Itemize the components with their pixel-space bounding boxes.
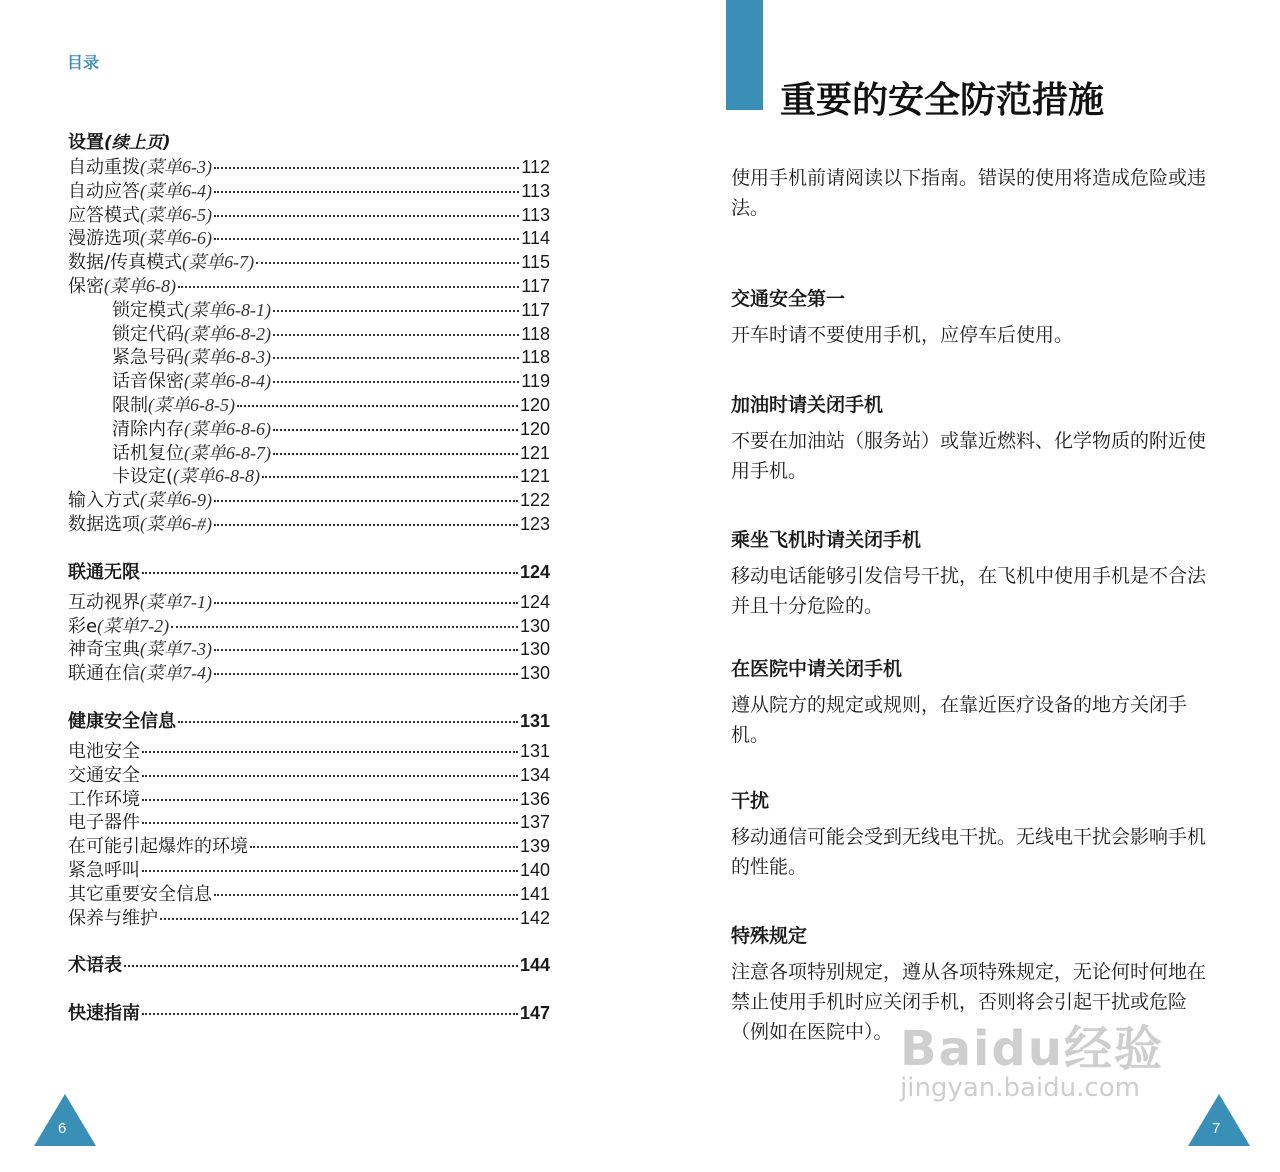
toc-entry-menu: (菜单7-3) [140,639,212,660]
toc-entry-text: 自动重拨 [68,157,140,178]
toc-leader-dots [273,453,518,455]
safety-section-title: 交通安全第一 [731,288,846,310]
toc-entry-text: 其它重要安全信息 [68,883,212,905]
toc-entry-page: 140 [519,859,550,880]
toc-section-page: 124 [519,561,550,582]
toc-leader-dots [142,870,518,872]
safety-section-body: 开车时请不要使用手机，应停车后使用。 [731,324,1074,346]
toc-entry [68,788,550,812]
watermark [900,1010,1220,1103]
toc-entry-page: 122 [519,490,550,511]
toc-entry-page: 121 [519,442,550,463]
toc-entry [68,299,550,323]
watermark-url: jingyan.baidu.com [900,1073,1140,1103]
toc-entry [68,615,550,639]
toc-entry-text: 彩e [68,615,98,637]
toc-entry [68,442,550,466]
safety-section-body: 移动通信可能会受到无线电干扰。无线电干扰会影响手机的性能。 [731,826,1207,878]
toc-section-page: 131 [519,710,550,731]
watermark-logo: Baidu经验 [900,1021,1164,1077]
toc-entry-text: 数据选项 [68,513,140,535]
toc-entry [68,418,550,442]
toc-leader-dots [273,310,519,312]
toc-entry [68,811,550,835]
safety-section-title: 干扰 [731,790,770,812]
toc-leader-dots [273,357,519,359]
toc-leader-dots [214,524,518,526]
toc-entry-page: 130 [519,615,550,636]
toc-continued-title: 设置 [68,132,104,153]
toc-entry-menu: (菜单7-2) [97,615,170,636]
toc-entry-menu: (菜单6-5) [140,204,212,225]
toc-entry [68,227,550,251]
toc-entry-page: 118 [521,323,550,344]
toc-entry-text: 输入方式 [68,490,140,512]
toc-entry [68,764,550,788]
toc-entry-text: 紧急号码 [112,347,184,369]
toc-entry-text: 限制 [112,394,148,416]
toc-section-title: 术语表 [68,955,122,977]
safety-section [731,656,1221,750]
toc-entry-text: 卡设定( [112,466,174,488]
toc-entry [68,323,550,347]
toc-leader-dots [273,381,519,383]
toc-leader-dots [214,673,518,675]
toc-leader-dots [273,429,518,431]
table-of-contents [68,130,550,1032]
safety-section [731,392,1221,486]
toc-entry-page: 134 [519,764,550,785]
toc-entry-page: 115 [521,252,550,273]
toc-section-heading [68,708,550,734]
toc-entry [68,883,550,907]
accent-bar [726,0,763,110]
toc-entry-page: 117 [521,275,550,296]
safety-section-body: 遵从院方的规定或规则，在靠近医疗设备的地方关闭手机。 [731,694,1188,746]
safety-section-title: 在医院中请关闭手机 [731,658,903,680]
toc-entry-page: 120 [519,394,550,415]
toc-entry-page: 114 [521,228,550,249]
toc-entry-page: 136 [519,788,550,809]
toc-entry-menu: (菜单6-9) [140,490,212,511]
toc-entry [68,835,550,859]
toc-entry [68,465,550,489]
toc-entry-menu: (菜单6-8-4) [184,371,271,392]
toc-entry [68,204,550,228]
toc-leader-dots [142,751,518,753]
toc-leader-dots [160,918,518,920]
toc-leader-dots [124,965,518,967]
toc-entry-text: 神奇宝典 [68,639,140,661]
safety-section [731,788,1221,882]
toc-entry-page: 119 [521,371,550,392]
safety-section-body: 移动电话能够引发信号干扰，在飞机中使用手机是不合法并且十分危险的。 [731,565,1207,617]
toc-sections [68,559,550,1027]
toc-entry [68,275,550,299]
toc-entry-text: 工作环境 [68,788,140,810]
toc-entry-text: 话机复位 [112,442,184,464]
safety-section-title: 特殊规定 [731,925,808,947]
toc-section-title: 快速指南 [68,1003,140,1025]
toc-leader-dots [214,602,518,604]
toc-leader-dots [214,215,519,217]
toc-leader-dots [273,334,519,336]
toc-entry-menu: (菜单6-8-1) [184,299,271,320]
toc-entry [68,394,550,418]
toc-leader-dots [214,191,519,193]
toc-entry-text: 联通在信 [68,663,140,685]
toc-entry-page: 130 [519,663,550,684]
safety-section [731,527,1221,621]
toc-entry [68,251,550,275]
toc-entry-page: 121 [519,466,550,487]
safety-section-title: 乘坐飞机时请关闭手机 [731,529,922,551]
toc-entry-menu: (菜单6-8-7) [184,442,271,463]
toc-entry [68,370,550,394]
toc-entry-text: 锁定代码 [112,323,184,345]
safety-section [731,286,1221,350]
toc-entry-menu: (菜单7-4) [140,663,212,684]
toc-leader-dots [214,500,518,502]
page-number-left: 6 [58,1120,67,1137]
toc-entry [68,346,550,370]
right-page [640,0,1280,1172]
toc-entry [68,180,550,204]
toc-entry-page: 137 [519,812,550,833]
toc-entry [68,513,550,537]
toc-leader-dots [142,822,518,824]
toc-entry [68,489,550,513]
toc-entry-text: 紧急呼叫 [68,859,140,881]
toc-leader-dots [142,799,518,801]
toc-entry-text: 保密 [68,275,104,297]
toc-entry-text: 保养与维护 [68,907,158,929]
toc-leader-dots [214,167,519,169]
toc-entry-page: 141 [519,883,550,904]
toc-section-page: 147 [519,1003,550,1024]
toc-section-page: 144 [519,955,550,976]
page-number-right: 7 [1212,1120,1221,1137]
toc-entry-page: 142 [519,907,550,928]
toc-section-title: 健康安全信息 [68,710,176,732]
toc-entry-menu: (菜单6-8-6) [184,418,271,439]
settings-items [68,156,550,537]
toc-entry-page: 120 [519,418,550,439]
toc-leader-dots [178,286,519,288]
toc-entry-text: 清除内存 [112,418,184,440]
toc-section-title: 联通无限 [68,561,140,583]
toc-leader-dots [142,1013,518,1015]
toc-section-heading [68,952,550,978]
toc-continued-heading [68,130,550,156]
toc-entry [68,156,550,180]
toc-entry [68,907,550,931]
toc-entry-menu: (菜单6-8-8) [173,466,261,487]
toc-entry-menu: (菜单6-8-3) [184,347,271,368]
toc-entry-page: 130 [519,639,550,660]
toc-entry-page: 113 [521,204,550,225]
toc-entry-menu: (菜单6-8-2) [184,323,271,344]
intro-paragraph: 使用手机前请阅读以下指南。错误的使用将造成危险或违法。 [731,167,1207,219]
toc-entry [68,591,550,615]
toc-entry-page: 124 [519,591,550,612]
toc-entry-text: 电池安全 [68,740,140,762]
toc-section-heading [68,559,550,585]
toc-entry-page: 118 [521,347,550,368]
toc-entry-text: 自动应答 [68,180,140,202]
safety-section-body: 不要在加油站（服务站）或靠近燃料、化学物质的附近使用手机。 [731,430,1207,482]
toc-entry-menu: (菜单7-1) [140,591,212,612]
toc-entry-menu: (菜单6-6) [140,228,212,249]
toc-entry-text: 数据/传真模式 [68,252,183,274]
toc-entry-page: 112 [521,157,550,177]
toc-entry-menu: (菜单6-7) [182,252,255,273]
toc-leader-dots [237,405,518,407]
toc-entry [68,638,550,662]
toc-leader-dots [262,476,518,478]
toc-leader-dots [214,649,518,651]
toc-entry-menu: (菜单6-3) [140,157,212,177]
toc-entry-text: 话音保密 [112,371,184,393]
toc-leader-dots [214,238,519,240]
toc-entry-menu: (菜单6-8) [104,275,176,296]
toc-leader-dots [171,626,518,628]
toc-entry-page: 123 [519,513,550,534]
toc-entry-text: 交通安全 [68,764,140,786]
toc-leader-dots [142,572,518,574]
toc-continued-note: (续上页) [104,133,171,153]
toc-entry-text: 锁定模式 [112,299,184,321]
toc-entry-page: 117 [521,299,550,320]
toc-entry [68,859,550,883]
toc-entry-text: 应答模式 [68,204,140,226]
toc-entry-page: 131 [519,740,550,761]
toc-entry-text: 漫游选项 [68,228,140,250]
safety-section-title: 加油时请关闭手机 [731,394,884,416]
toc-leader-dots [250,846,518,848]
toc-entry-text: 互动视界 [68,591,140,613]
toc-entry-page: 139 [519,836,550,857]
toc-entry-text: 电子器件 [68,812,140,834]
toc-leader-dots [178,721,518,723]
toc-entry-menu: (菜单6-8-5) [148,394,235,415]
toc-leader-dots [142,775,518,777]
toc-leader-dots [256,262,519,264]
toc-section-heading [68,1000,550,1026]
toc-entry-menu: (菜单6-#) [140,513,212,534]
toc-header: 目录 [67,53,100,72]
toc-leader-dots [214,894,518,896]
page-title: 重要的安全防范措施 [780,80,1105,121]
toc-entry [68,662,550,686]
toc-entry-text: 在可能引起爆炸的环境 [68,836,248,858]
toc-entry-page: 113 [521,180,550,201]
safety-section-body: 注意各项特别规定，遵从各项特殊规定，无论何时何地在禁止使用手机时应关闭手机，否则将会引起干扰或危险（例如在医院中）。 [731,961,1207,1043]
toc-entry [68,740,550,764]
toc-entry-menu: (菜单6-4) [140,180,212,201]
